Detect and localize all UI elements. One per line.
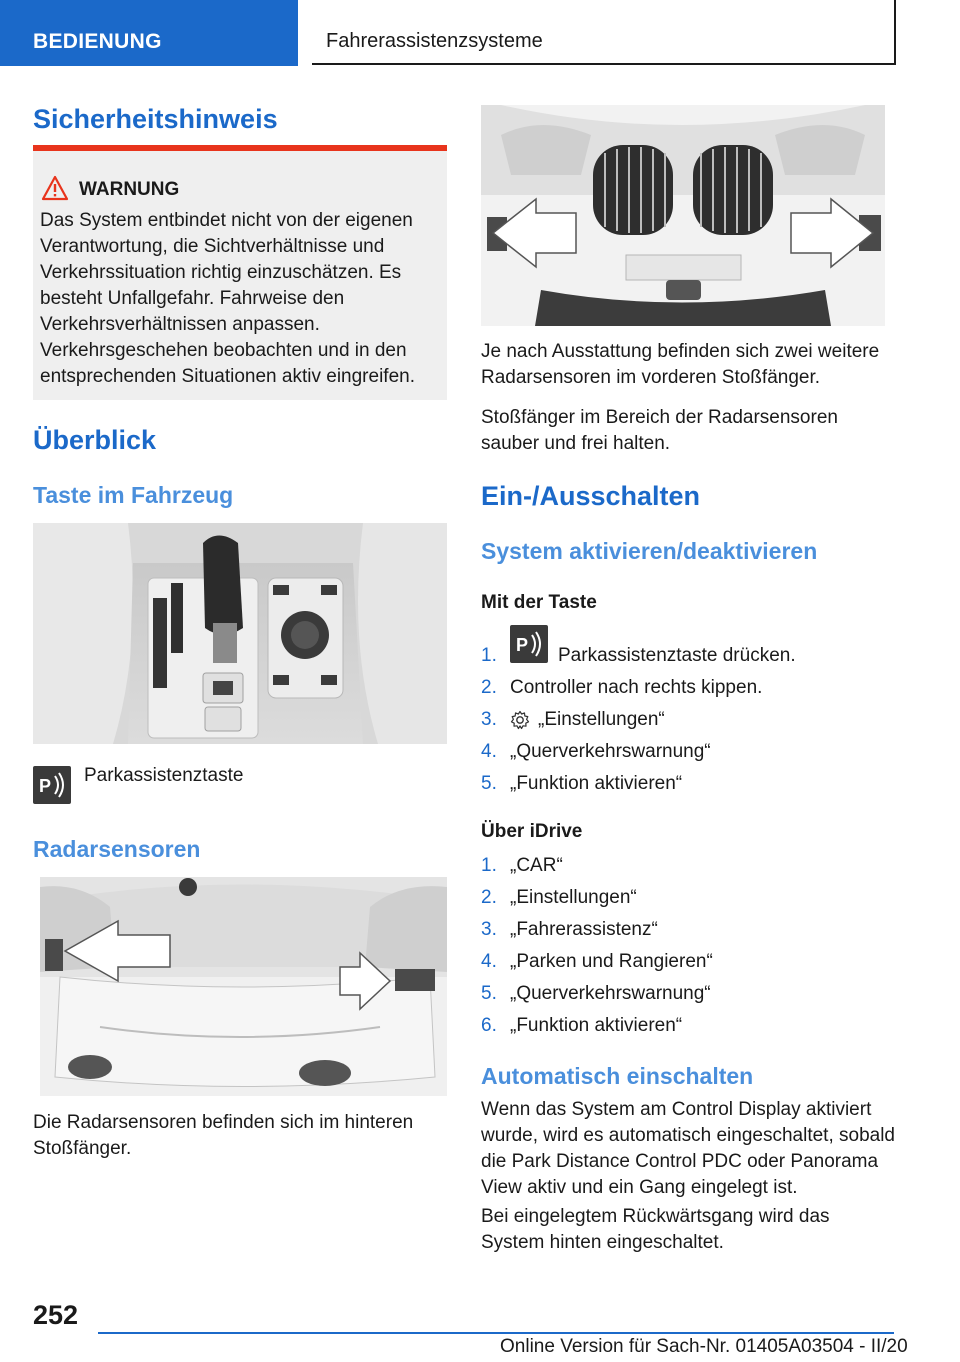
warning-text: Das System entbindet nicht von der eigenen Verantwortung, die Sichtverhältnisse und Verkehrssituation richtig einzuschätzen. Es besteht Unfallgefahr. Fahrweise den Verkehrsverhältnissen anpassen. Verkehrsgeschehen beobachten und in den entsprechenden Situationen aktiv eingreifen. — [40, 210, 415, 387]
gear-icon — [510, 710, 530, 730]
step-number: 5. — [481, 773, 497, 794]
list-item — [481, 771, 896, 803]
center-console-image — [33, 523, 447, 744]
footer-rule — [98, 1332, 894, 1334]
step-text: Controller nach rechts kippen. — [510, 677, 763, 698]
safety-title: Sicherheitshinweis — [33, 104, 278, 134]
list-item — [481, 853, 896, 885]
radar-caption: Die Radarsensoren befinden sich im hinteren Stoßfänger. — [33, 1112, 414, 1159]
step-number: 5. — [481, 983, 497, 1004]
list-item — [481, 707, 896, 739]
step-text: Parkassistenztaste drücken. — [558, 645, 796, 666]
auto-text-1: Wenn das System am Control Display aktiviert wurde, wird es automatisch eingeschaltet, sobald die Park Distance Control PDC oder Panorama View aktiv und ein Gang eingelegt ist. — [481, 1099, 896, 1198]
overview-title: Überblick — [33, 425, 157, 455]
step-text: „Einstellungen“ — [538, 709, 665, 730]
step-text: „Parken und Rangieren“ — [510, 951, 713, 972]
auto-text-2: Bei eingelegtem Rückwärtsgang wird das System hinten eingeschaltet. — [481, 1206, 830, 1253]
idrive-method-title: Über iDrive — [481, 821, 583, 842]
onoff-title: Ein-/Ausschalten — [481, 481, 701, 511]
chapter-label: Fahrerassistenzsysteme — [326, 30, 543, 52]
park-assist-icon — [33, 766, 71, 804]
warning-title: WARNUNG — [79, 179, 180, 200]
step-number: 3. — [481, 709, 497, 730]
warning-box — [33, 145, 447, 400]
step-text: „CAR“ — [510, 855, 563, 876]
rear-bumper-image — [40, 877, 447, 1096]
list-item — [481, 949, 896, 981]
list-item — [481, 739, 896, 771]
step-text: „Querverkehrswarnung“ — [510, 741, 711, 762]
list-item — [481, 1013, 896, 1045]
warning-triangle-icon — [41, 175, 69, 201]
step-text: „Funktion aktivieren“ — [510, 773, 683, 794]
section-tab — [0, 0, 298, 66]
section-label: BEDIENUNG — [33, 30, 162, 53]
step-text: „Funktion aktivieren“ — [510, 1015, 683, 1036]
footer-online-version: Online Version für Sach-Nr. 01405A03504 - II/20 — [500, 1336, 908, 1357]
step-number: 6. — [481, 1015, 497, 1036]
front-bumper-image — [481, 105, 885, 326]
step-text: „Querverkehrswarnung“ — [510, 983, 711, 1004]
radar-title: Radarsensoren — [33, 836, 201, 862]
auto-title: Automatisch einschalten — [481, 1063, 754, 1089]
list-item — [481, 635, 896, 675]
step-number: 3. — [481, 919, 497, 940]
button-title: Taste im Fahrzeug — [33, 482, 234, 508]
step-number: 1. — [481, 855, 497, 876]
chapter-tab — [312, 0, 896, 65]
button-method-title: Mit der Taste — [481, 592, 597, 613]
list-item — [481, 675, 896, 707]
step-text: „Fahrerassistenz“ — [510, 919, 658, 940]
page-number: 252 — [33, 1300, 79, 1330]
step-number: 1. — [481, 645, 497, 666]
list-item — [481, 917, 896, 949]
front-caption: Je nach Ausstattung befinden sich zwei weitere Radarsensoren im vorderen Stoßfänger. — [481, 341, 880, 388]
park-assist-icon — [510, 625, 548, 663]
button-method-steps — [481, 635, 896, 803]
step-number: 4. — [481, 951, 497, 972]
step-number: 2. — [481, 677, 497, 698]
button-caption: Parkassistenztaste — [84, 765, 244, 786]
activate-title: System aktivieren/deaktivieren — [481, 538, 818, 564]
step-number: 4. — [481, 741, 497, 762]
svg-text:P: P — [516, 635, 529, 655]
list-item — [481, 981, 896, 1013]
bumper-note: Stoßfänger im Bereich der Radarsensoren sauber und frei halten. — [481, 407, 838, 454]
idrive-method-steps — [481, 853, 896, 1045]
step-text: „Einstellungen“ — [510, 887, 637, 908]
list-item — [481, 885, 896, 917]
step-number: 2. — [481, 887, 497, 908]
svg-text:P: P — [39, 776, 52, 796]
